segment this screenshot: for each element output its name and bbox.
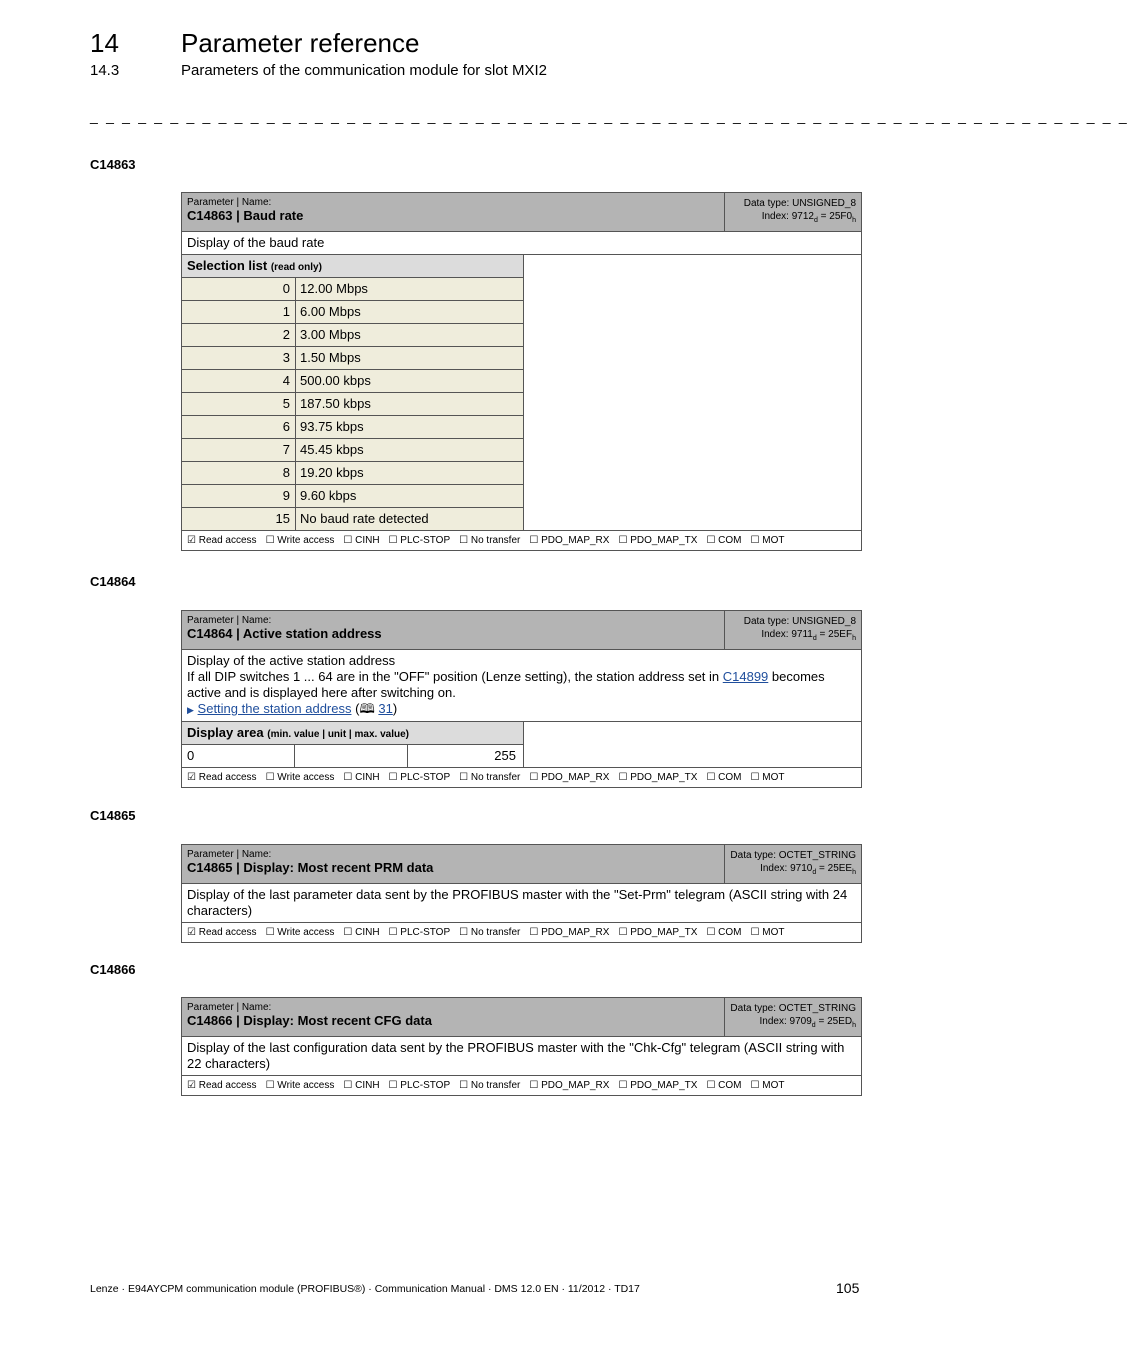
param-header xyxy=(182,193,861,232)
access-flag: ☑ Read access xyxy=(187,927,257,938)
arrow-right-icon: ▶ xyxy=(187,705,194,715)
selection-row xyxy=(182,301,523,324)
selection-text: 187.50 kbps xyxy=(300,396,371,411)
access-flag: ☐ PLC-STOP xyxy=(388,535,451,546)
data-type: Data type: OCTET_STRING xyxy=(730,1003,856,1014)
access-flag: ☐ No transfer xyxy=(459,1080,521,1091)
section-number: 14.3 xyxy=(90,62,120,79)
param-label: Parameter | Name: xyxy=(187,197,272,208)
access-flag: ☐ No transfer xyxy=(459,927,521,938)
selection-text: 45.45 kbps xyxy=(300,442,364,457)
index: Index: $9712_d = 25F0_h$ xyxy=(761,211,856,224)
data-type: Data type: UNSIGNED_8 xyxy=(743,616,856,627)
access-flag: ☐ CINH xyxy=(343,1080,380,1091)
access-flag: ☐ COM xyxy=(706,1080,742,1091)
param-description: Display of the last configuration data sent by the PROFIBUS master with the "Chk-Cfg" telegram (ASCII string with 22 characters) xyxy=(182,1037,861,1076)
book-icon: 🕮 xyxy=(359,701,375,716)
access-flag: ☐ MOT xyxy=(750,535,785,546)
access-flags xyxy=(182,531,861,550)
access-flags xyxy=(182,1076,861,1095)
selection-value: 2 xyxy=(182,324,296,346)
footer-text: Lenze · E94AYCPM communication module (PROFIBUS®) · Communication Manual · DMS 12.0 EN · 11/2012 · TD17 xyxy=(90,1283,640,1295)
selection-row xyxy=(182,278,523,301)
param-heading-c14866: C14866 xyxy=(90,962,136,977)
access-flag: ☐ MOT xyxy=(750,927,785,938)
divider-line: _ _ _ _ _ _ _ _ _ _ _ _ _ _ _ _ _ _ _ _ _ _ _ _ _ _ _ _ _ _ _ _ _ _ _ _ _ _ _ _ _ _ _ _ _ _ _ _ _ _ _ _ _ _ _ _ _ _ _ _ _ _ _ _ _ xyxy=(90,108,1129,124)
selection-value: 5 xyxy=(182,393,296,415)
access-flag: ☐ PDO_MAP_TX xyxy=(618,927,698,938)
param-name: C14865 | Display: Most recent PRM data xyxy=(187,860,434,875)
selection-row xyxy=(182,485,523,508)
data-type: Data type: OCTET_STRING xyxy=(730,850,856,861)
param-label: Parameter | Name: xyxy=(187,849,272,860)
selection-text: 19.20 kbps xyxy=(300,465,364,480)
access-flag: ☐ COM xyxy=(706,772,742,783)
unit xyxy=(295,745,408,767)
param-heading-c14864: C14864 xyxy=(90,574,136,589)
min-value: 0 xyxy=(182,745,295,767)
selection-row xyxy=(182,347,523,370)
selection-row xyxy=(182,393,523,416)
selection-value: 15 xyxy=(182,508,296,530)
selection-row xyxy=(182,416,523,439)
index: Index: $9710_d = 25EE_h$ xyxy=(760,863,856,876)
param-name: C14864 | Active station address xyxy=(187,626,382,641)
chapter-number: 14 xyxy=(90,28,119,58)
access-flag: ☐ PLC-STOP xyxy=(388,772,451,783)
access-flag: ☐ PLC-STOP xyxy=(388,927,451,938)
access-flag: ☑ Read access xyxy=(187,535,257,546)
param-table-c14863 xyxy=(181,192,862,551)
selection-value: 8 xyxy=(182,462,296,484)
link-setting-station-address[interactable]: Setting the station address xyxy=(197,701,352,716)
access-flag: ☐ MOT xyxy=(750,772,785,783)
selection-value: 0 xyxy=(182,278,296,300)
param-header xyxy=(182,611,861,650)
param-label: Parameter | Name: xyxy=(187,615,272,626)
access-flag: ☐ No transfer xyxy=(459,535,521,546)
selection-text: 1.50 Mbps xyxy=(300,350,361,365)
index: Index: $9709_d = 25ED_h$ xyxy=(759,1016,856,1029)
param-heading-c14863: C14863 xyxy=(90,157,136,172)
selection-value: 9 xyxy=(182,485,296,507)
access-flag: ☐ COM xyxy=(706,927,742,938)
selection-value: 3 xyxy=(182,347,296,369)
access-flag: ☐ Write access xyxy=(265,535,335,546)
index: Index: $9711_d = 25EF_h$ xyxy=(761,629,856,642)
access-flag: ☐ COM xyxy=(706,535,742,546)
selection-value: 7 xyxy=(182,439,296,461)
access-flags xyxy=(182,768,861,787)
selection-text: 9.60 kbps xyxy=(300,488,357,503)
chapter-title: Parameter reference xyxy=(181,28,420,58)
access-flag: ☐ PDO_MAP_RX xyxy=(529,1080,610,1091)
selection-list: Selection list (read only) 0 12.00 Mbps 1 6.00 Mbps 2 3.00 Mbps 3 1.50 Mbps 4 500.00 kbps 5 187.50 kbps 6 93.75 kbps 7 45.45 kbps 8 19.20 kbps 9 9.60 kbps 15 No baud rate detected xyxy=(182,255,524,530)
selection-text: 93.75 kbps xyxy=(300,419,364,434)
section-title: Parameters of the communication module for slot MXI2 xyxy=(181,62,547,79)
access-flag: ☐ PDO_MAP_RX xyxy=(529,535,610,546)
access-flag: ☐ PDO_MAP_TX xyxy=(618,535,698,546)
access-flag: ☐ CINH xyxy=(343,927,380,938)
selection-row xyxy=(182,508,523,530)
access-flag: ☑ Read access xyxy=(187,772,257,783)
selection-row xyxy=(182,370,523,393)
param-label: Parameter | Name: xyxy=(187,1002,272,1013)
selection-value: 4 xyxy=(182,370,296,392)
param-name: C14863 | Baud rate xyxy=(187,208,304,223)
selection-text: No baud rate detected xyxy=(300,511,429,526)
access-flag: ☐ Write access xyxy=(265,772,335,783)
selection-value: 6 xyxy=(182,416,296,438)
page-number: 105 xyxy=(836,1280,860,1296)
param-header xyxy=(182,998,861,1037)
access-flags xyxy=(182,923,861,942)
access-flag: ☐ MOT xyxy=(750,1080,785,1091)
selection-row xyxy=(182,324,523,347)
access-flag: ☐ PDO_MAP_TX xyxy=(618,1080,698,1091)
link-c14899[interactable]: C14899 xyxy=(722,669,769,684)
selection-row xyxy=(182,462,523,485)
page-ref[interactable]: 31 xyxy=(378,701,393,716)
access-flag: ☐ No transfer xyxy=(459,772,521,783)
access-flag: ☐ CINH xyxy=(343,772,380,783)
selection-text: 12.00 Mbps xyxy=(300,281,368,296)
access-flag: ☑ Read access xyxy=(187,1080,257,1091)
access-flag: ☐ Write access xyxy=(265,1080,335,1091)
selection-text: 3.00 Mbps xyxy=(300,327,361,342)
access-flag: ☐ PDO_MAP_RX xyxy=(529,772,610,783)
access-flag: ☐ PDO_MAP_RX xyxy=(529,927,610,938)
max-value: 255 xyxy=(494,748,516,763)
selection-value: 1 xyxy=(182,301,296,323)
access-flag: ☐ PLC-STOP xyxy=(388,1080,451,1091)
param-description: Display of the active station address If all DIP switches 1 ... 64 are in the "OFF" position (Lenze setting), the station address set in C14899 becomes active and is displayed here after switching on. ▶ Setting the station address (🕮 31) xyxy=(182,650,861,722)
access-flag: ☐ Write access xyxy=(265,927,335,938)
param-table-c14864 xyxy=(181,610,862,788)
param-name: C14866 | Display: Most recent CFG data xyxy=(187,1013,432,1028)
selection-text: 500.00 kbps xyxy=(300,373,371,388)
param-table-c14866 xyxy=(181,997,862,1096)
display-area: Display area (min. value | unit | max. value) 0 255 xyxy=(182,722,524,767)
access-flag: ☐ PDO_MAP_TX xyxy=(618,772,698,783)
selection-text: 6.00 Mbps xyxy=(300,304,361,319)
param-description: Display of the last parameter data sent by the PROFIBUS master with the "Set-Prm" telegram (ASCII string with 24 characters) xyxy=(182,884,861,923)
param-heading-c14865: C14865 xyxy=(90,808,136,823)
data-type: Data type: UNSIGNED_8 xyxy=(743,198,856,209)
param-header xyxy=(182,845,861,884)
selection-row xyxy=(182,439,523,462)
access-flag: ☐ CINH xyxy=(343,535,380,546)
param-table-c14865 xyxy=(181,844,862,943)
param-description: Display of the baud rate xyxy=(182,232,861,255)
